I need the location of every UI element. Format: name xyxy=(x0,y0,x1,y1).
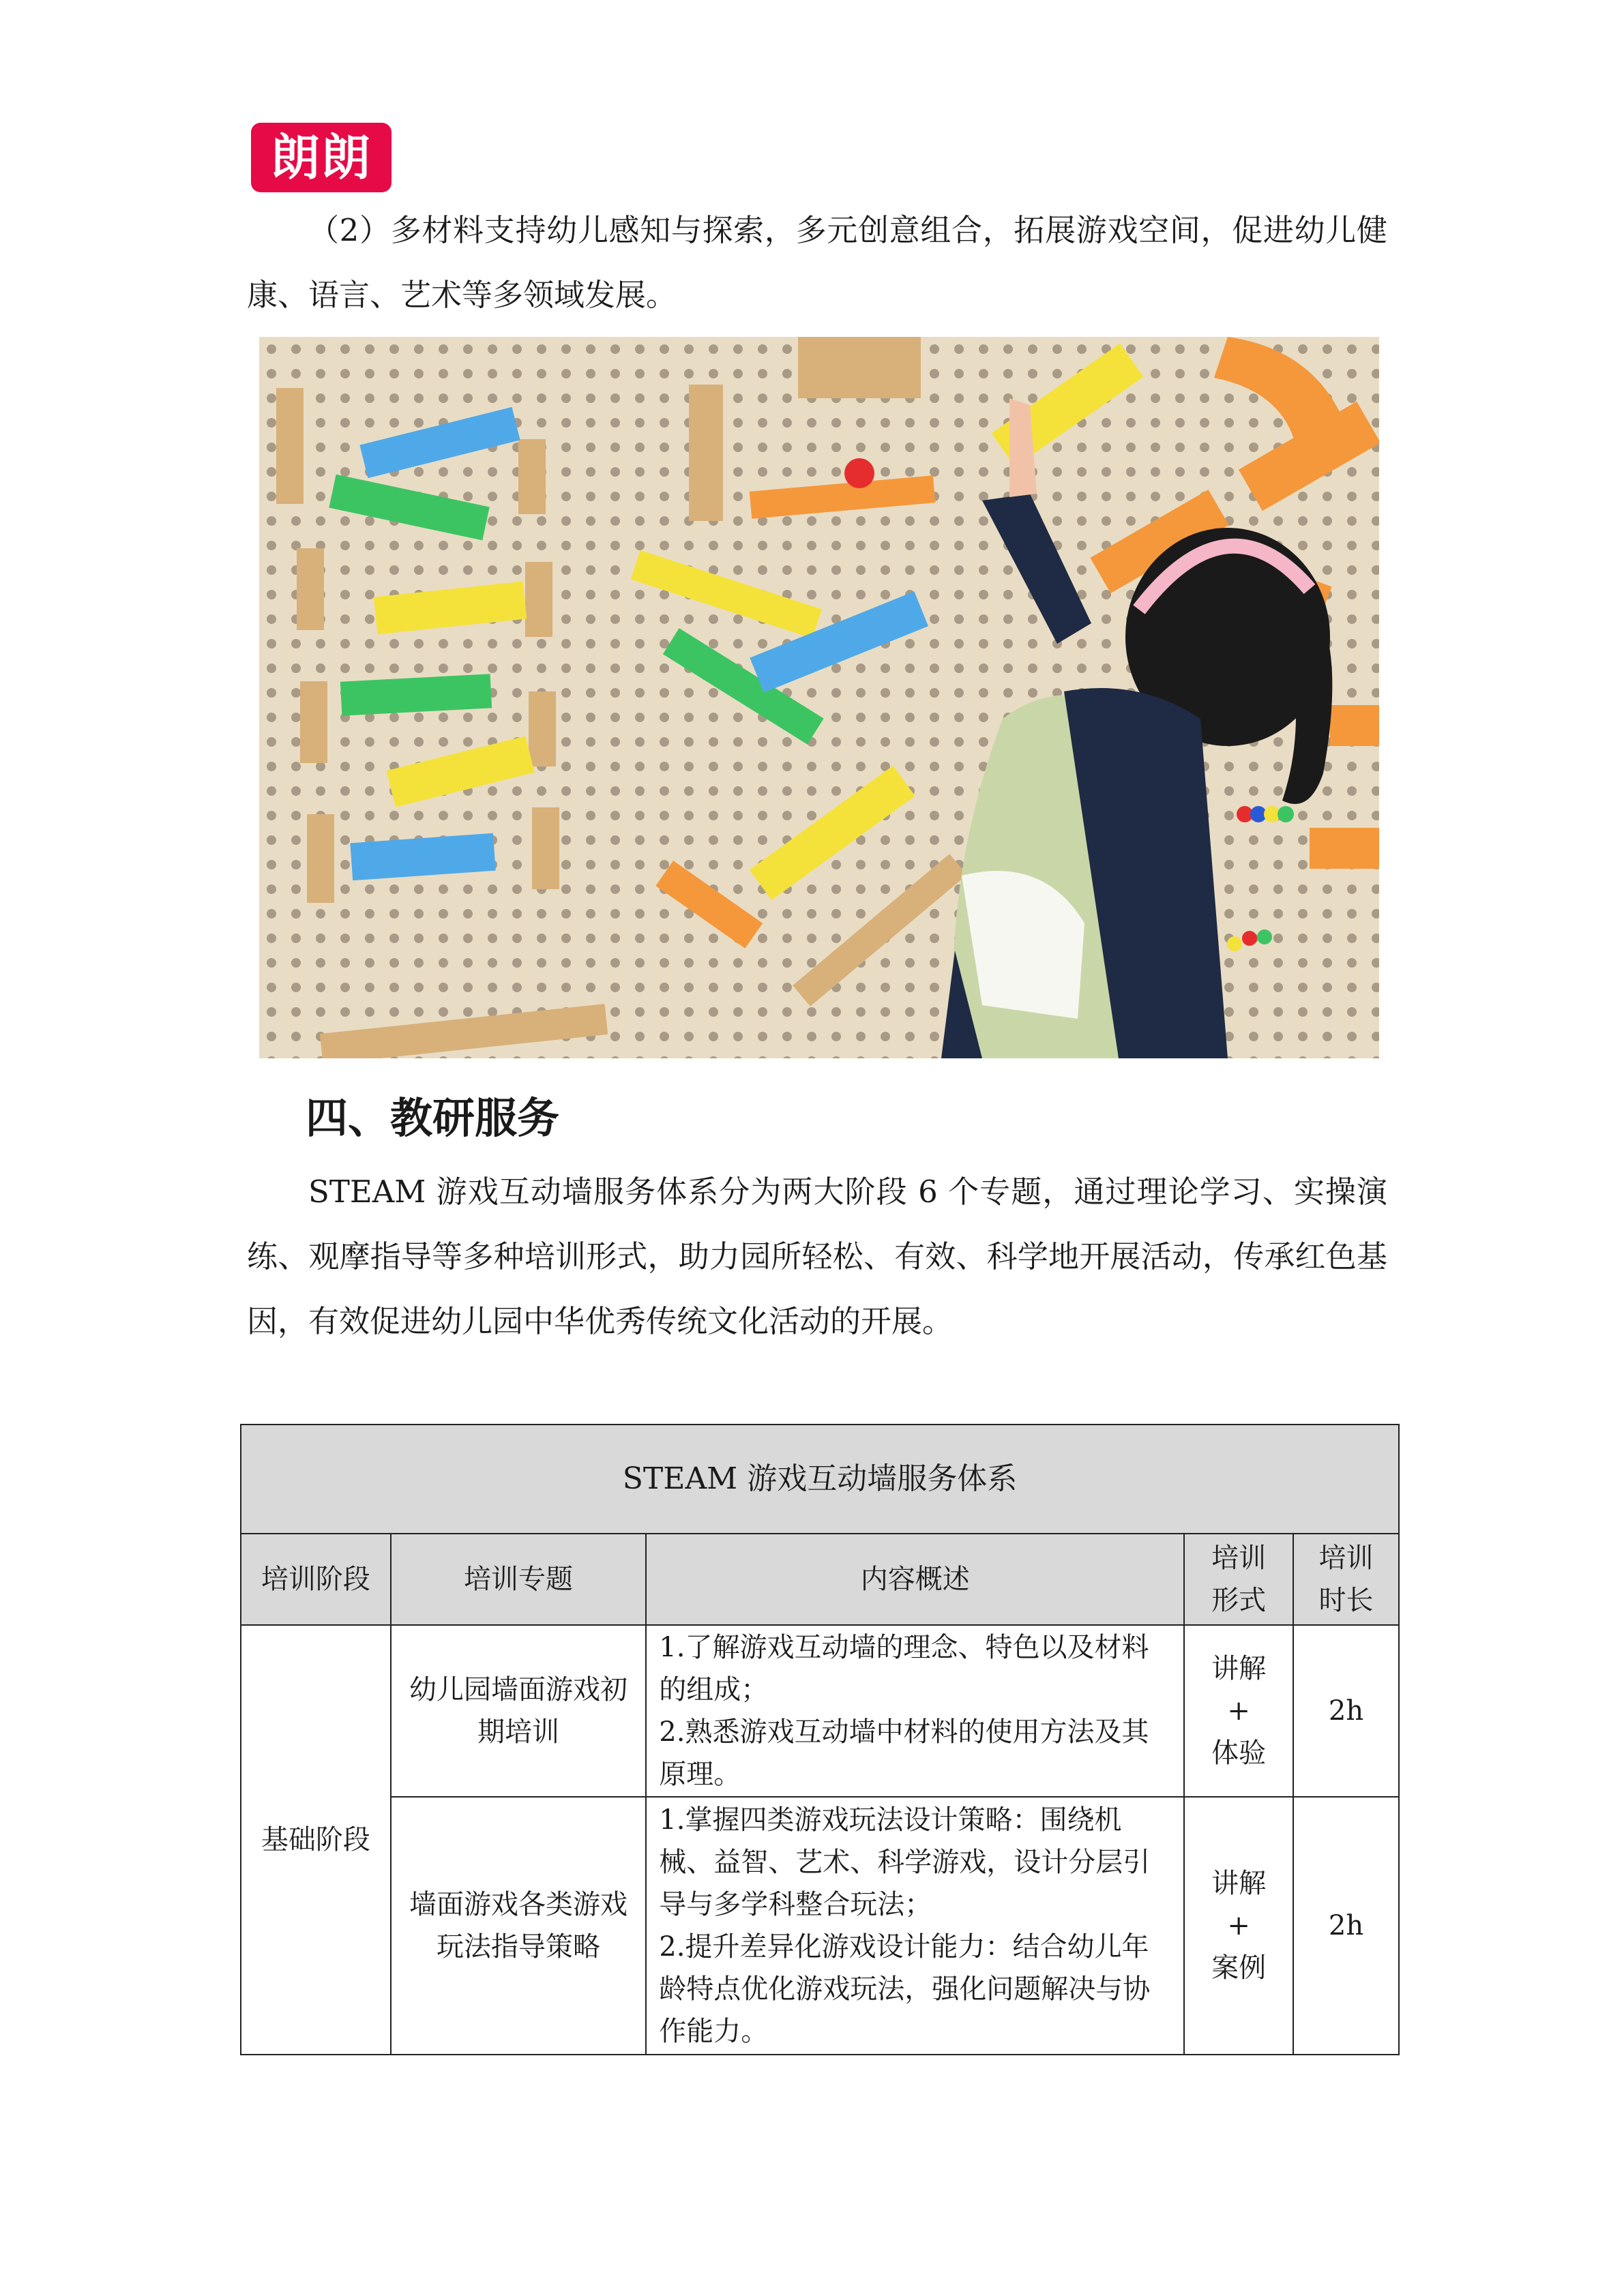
service-system-table xyxy=(240,1424,1400,2055)
duration-cell: 2h xyxy=(1293,1625,1399,1797)
brand-logo: 朗朗 xyxy=(251,123,392,192)
table-caption: STEAM 游戏互动墙服务体系 xyxy=(241,1425,1399,1534)
table-header-row xyxy=(241,1534,1399,1625)
content-item: 2.提升差异化游戏设计能力：结合幼儿年龄特点优化游戏玩法，强化问题解决与协作能力。 xyxy=(659,1931,1151,2047)
content-item: 1.掌握四类游戏玩法设计策略：围绕机械、益智、艺术、科学游戏，设计分层引导与多学科整合玩法； xyxy=(659,1804,1151,1920)
content-item: 2.熟悉游戏互动墙中材料的使用方法及其原理。 xyxy=(659,1716,1149,1790)
form-cell: 讲解 + 体验 xyxy=(1184,1625,1293,1797)
duration-cell: 2h xyxy=(1293,1797,1399,2055)
section-heading-research-services: 四、教研服务 xyxy=(306,1093,560,1143)
header-topic: 培训专题 xyxy=(391,1534,647,1625)
form-cell: 讲解 + 案例 xyxy=(1184,1797,1293,2055)
section-paragraph-materials: （2）多材料支持幼儿感知与探索，多元创意组合，拓展游戏空间，促进幼儿健康、语言、艺术等多领域发展。 xyxy=(247,212,1387,313)
content-cell xyxy=(646,1625,1184,1797)
header-stage: 培训阶段 xyxy=(241,1534,391,1625)
table-row xyxy=(241,1797,1399,2055)
stage-cell: 基础阶段 xyxy=(241,1625,391,2055)
header-duration: 培训 时长 xyxy=(1293,1534,1399,1625)
child-playing-pegboard-photo xyxy=(259,337,1379,1058)
topic-cell: 墙面游戏各类游戏玩法指导策略 xyxy=(391,1797,647,2055)
content-cell xyxy=(646,1797,1184,2055)
content-item: 1.了解游戏互动墙的理念、特色以及材料的组成； xyxy=(659,1632,1149,1705)
section-paragraph-service-system: STEAM 游戏互动墙服务体系分为两大阶段 6 个专题，通过理论学习、实操演练、观摩指导等多种培训形式，助力园所轻松、有效、科学地开展活动，传承红色基因，有效促进幼儿园中华优秀传统文化活动的开展。 xyxy=(247,1174,1387,1339)
header-form: 培训 形式 xyxy=(1184,1534,1293,1625)
table-row xyxy=(241,1625,1399,1797)
topic-cell: 幼儿园墙面游戏初期培训 xyxy=(391,1625,647,1797)
header-content: 内容概述 xyxy=(646,1534,1184,1625)
table-caption-row xyxy=(241,1425,1399,1534)
